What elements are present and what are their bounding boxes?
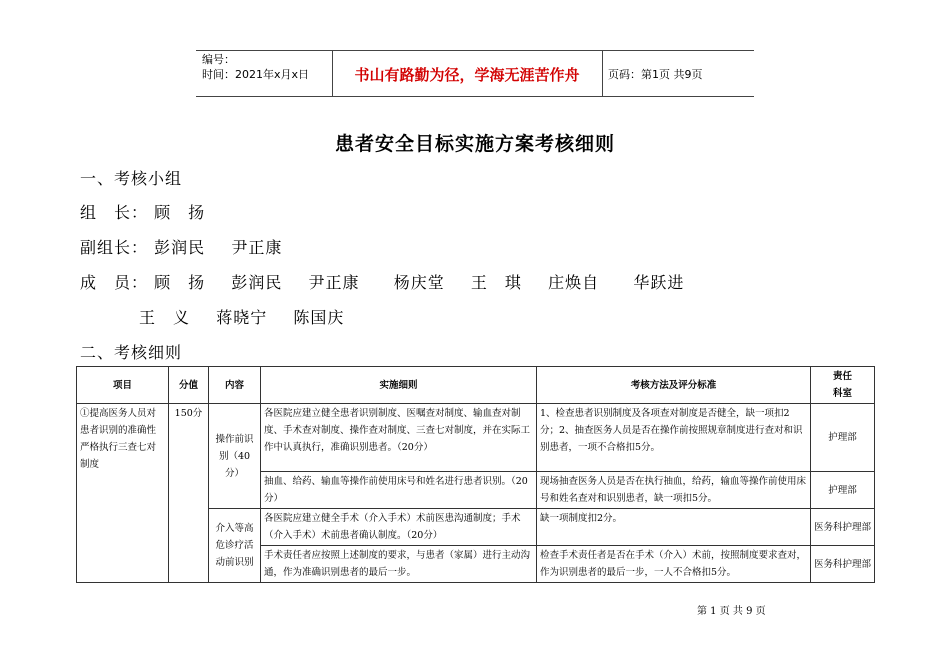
member-name: 华跃进 [633, 273, 685, 292]
dept-cell: 护理部 [811, 472, 875, 509]
members-line-2 [139, 305, 344, 328]
header-bottom-rule [196, 96, 754, 97]
member-name: 顾 扬 [154, 273, 206, 292]
page-footer: 第 1 页 共 9 页 [697, 606, 766, 617]
method-cell: 检查手术责任者是否在手术（介入）术前，按照制度要求查对，作为识别患者的最后一步，一人不合格扣5分。 [537, 546, 811, 583]
members-label: 成 员： [80, 273, 149, 292]
detail-cell: 各医院应建立健全手术（介入手术）术前医患沟通制度；手术（介入手术）术前患者确认制度。（20分） [261, 509, 537, 546]
method-cell: 现场抽查医务人员是否在执行抽血，给药，输血等操作前使用床号和姓名查对和识别患者，缺一项扣5分。 [537, 472, 811, 509]
header-item: 项目 [77, 367, 169, 404]
deputy-name: 彭润民 [154, 238, 206, 257]
members-line-1 [80, 270, 684, 293]
deputy-label: 副组长： [80, 238, 149, 257]
detail-cell: 各医院应建立健全患者识别制度、医嘱查对制度、输血查对制度、手术查对制度、操作查对制度、三查七对制度，并在实际工作中认真执行，准确识别患者。（20分） [261, 404, 537, 472]
header-motto: 书山有路勤为径，学海无涯苦作舟 [354, 66, 580, 84]
dept-cell: 医务科护理部 [811, 509, 875, 546]
leader-line [80, 200, 205, 223]
deputy-name: 尹正康 [231, 238, 283, 257]
content-cell-2: 介入等高危诊疗活动前识别 [209, 509, 261, 583]
table-row [77, 404, 875, 472]
document-title: 患者安全目标实施方案考核细则 [334, 133, 615, 155]
member-name: 蒋晓宁 [216, 308, 268, 327]
detail-cell: 抽血、给药、输血等操作前使用床号和姓名进行患者识别。（20分） [261, 472, 537, 509]
assessment-table [76, 366, 875, 583]
method-cell: 1、检查患者识别制度及各项查对制度是否健全，缺一项扣2分；2、抽查医务人员是否在操作前按照规章制度进行查对和识别患者，一项不合格扣5分。 [537, 404, 811, 472]
member-name: 陈国庆 [293, 308, 345, 327]
member-name: 庄焕自 [548, 273, 600, 292]
member-name: 王 琪 [470, 273, 522, 292]
header-dept-line-2: 科室 [832, 388, 852, 399]
section-2-heading: 二、考核细则 [80, 343, 183, 362]
member-name: 杨庆堂 [393, 273, 445, 292]
code-label: 编号： [202, 53, 235, 66]
member-name: 彭润民 [231, 273, 283, 292]
header-top-rule [196, 50, 754, 51]
method-cell: 缺一项制度扣2分。 [537, 509, 811, 546]
header-page-number: 页码：第1页 共9页 [608, 68, 703, 81]
deputy-line [80, 235, 282, 258]
header-left [202, 52, 309, 82]
dept-cell: 护理部 [811, 404, 875, 472]
header-method: 考核方法及评分标准 [537, 367, 811, 404]
section-1-heading: 一、考核小组 [80, 169, 183, 188]
header-divider-2 [602, 50, 603, 96]
content-cell-1: 操作前识别（40分） [209, 404, 261, 509]
score-cell: 150分 [169, 404, 209, 583]
header-dept-line-1: 责任 [832, 371, 852, 382]
time-text: 时间：2021年x月x日 [202, 68, 310, 81]
dept-cell: 医务科护理部 [811, 546, 875, 583]
table-header-row [77, 367, 875, 404]
member-name: 王 义 [139, 308, 191, 327]
header-score: 分值 [169, 367, 209, 404]
detail-cell: 手术责任者应按照上述制度的要求，与患者（家属）进行主动沟通，作为准确识别患者的最后一步。 [261, 546, 537, 583]
header-dept [811, 367, 875, 404]
leader-name: 顾 扬 [154, 203, 206, 222]
item-cell: ①提高医务人员对患者识别的准确性严格执行三查七对制度 [77, 404, 169, 583]
header-detail: 实施细则 [261, 367, 537, 404]
leader-label: 组 长： [80, 203, 149, 222]
member-name: 尹正康 [308, 273, 360, 292]
header-content: 内容 [209, 367, 261, 404]
